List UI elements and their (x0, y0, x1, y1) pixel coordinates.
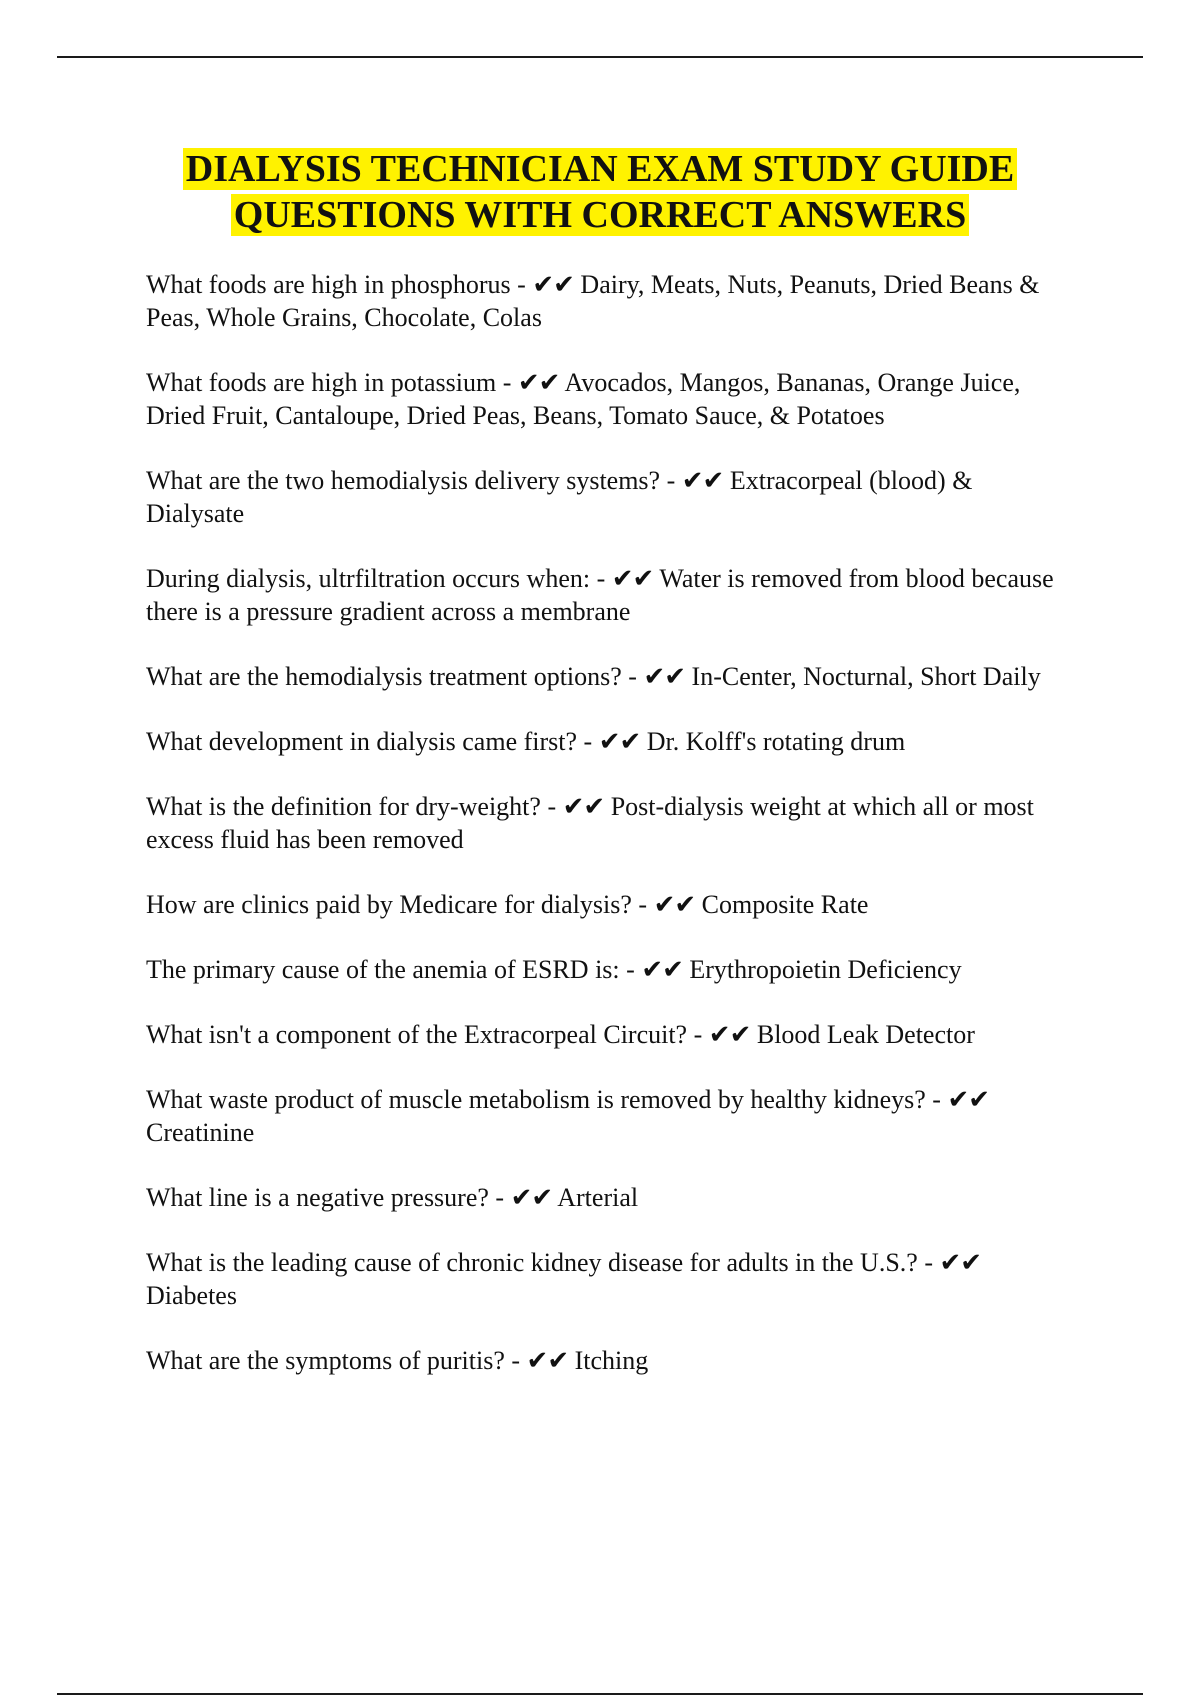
qa-item: The primary cause of the anemia of ESRD is: - ✔✔ Erythropoietin Deficiency (146, 955, 962, 984)
check-mark-icon: ✔✔ (526, 1346, 569, 1375)
check-mark-icon: ✔✔ (643, 662, 686, 691)
qa-item: What are the two hemodialysis delivery systems? - ✔✔ Extracorpeal (blood) & Dialysate (146, 466, 973, 528)
qa-item: During dialysis, ultrfiltration occurs when: - ✔✔ Water is removed from blood because there is a pressure gradient across a membrane (146, 564, 1054, 626)
check-mark-icon: ✔✔ (708, 1020, 751, 1049)
answer-text: Water is removed from blood because there is a pressure gradient across a membrane (146, 564, 1054, 626)
check-mark-icon: ✔✔ (510, 1183, 553, 1212)
qa-item: How are clinics paid by Medicare for dialysis? - ✔✔ Composite Rate (146, 890, 869, 919)
answer-text: Arterial (557, 1183, 639, 1212)
qa-item: What line is a negative pressure? - ✔✔ Arterial (146, 1183, 639, 1212)
check-mark-icon: ✔✔ (517, 368, 560, 397)
question-text: What are the symptoms of puritis? (146, 1346, 505, 1375)
question-text: What line is a negative pressure? (146, 1183, 489, 1212)
question-text: What waste product of muscle metabolism is removed by healthy kidneys? (146, 1085, 926, 1114)
answer-text: Diabetes (146, 1281, 237, 1310)
question-text: The primary cause of the anemia of ESRD is: (146, 955, 620, 984)
qa-list (146, 268, 1066, 1409)
check-mark-icon: ✔✔ (947, 1085, 990, 1114)
question-text: What foods are high in phosphorus (146, 270, 511, 299)
answer-text: Itching (574, 1346, 649, 1375)
question-text: How are clinics paid by Medicare for dialysis? (146, 890, 632, 919)
qa-item: What waste product of muscle metabolism is removed by healthy kidneys? - ✔✔ Creatinine (146, 1085, 990, 1147)
answer-text: Creatinine (146, 1118, 255, 1147)
check-mark-icon: ✔✔ (641, 955, 683, 984)
qa-item: What foods are high in potassium - ✔✔ Avocados, Mangos, Bananas, Orange Juice, Dried Fruit, Cantaloupe, Dried Peas, Beans, Tomato Sauce, & Potatoes (146, 368, 1021, 430)
bottom-rule (57, 1693, 1143, 1695)
answer-text: In-Center, Nocturnal, Short Daily (691, 662, 1041, 691)
top-rule (57, 56, 1143, 58)
title-line-1: DIALYSIS TECHNICIAN EXAM STUDY GUIDE (183, 148, 1017, 190)
answer-text: Post-dialysis weight at which all or most excess fluid has been removed (146, 792, 1034, 854)
page-title (0, 146, 1200, 238)
question-text: What is the leading cause of chronic kidney disease for adults in the U.S.? (146, 1248, 918, 1277)
qa-item: What is the definition for dry-weight? - ✔✔ Post-dialysis weight at which all or most excess fluid has been removed (146, 792, 1034, 854)
question-text: What isn't a component of the Extracorpeal Circuit? (146, 1020, 688, 1049)
question-text: During dialysis, ultrfiltration occurs when: (146, 564, 591, 593)
qa-item: What foods are high in phosphorus - ✔✔ Dairy, Meats, Nuts, Peanuts, Dried Beans & Peas, Whole Grains, Chocolate, Colas (146, 270, 1040, 332)
check-mark-icon: ✔✔ (598, 727, 641, 756)
title-line-2: QUESTIONS WITH CORRECT ANSWERS (231, 194, 969, 236)
answer-text: Dairy, Meats, Nuts, Peanuts, Dried Beans & Peas, Whole Grains, Chocolate, Colas (146, 270, 1040, 332)
answer-text: Erythropoietin Deficiency (689, 955, 962, 984)
check-mark-icon: ✔✔ (939, 1248, 982, 1277)
question-text: What are the two hemodialysis delivery systems? (146, 466, 661, 495)
question-text: What is the definition for dry-weight? (146, 792, 541, 821)
qa-item: What is the leading cause of chronic kidney disease for adults in the U.S.? - ✔✔ Diabetes (146, 1248, 982, 1310)
question-text: What development in dialysis came first? (146, 727, 578, 756)
answer-text: Blood Leak Detector (756, 1020, 975, 1049)
question-text: What are the hemodialysis treatment options? (146, 662, 622, 691)
qa-item: What isn't a component of the Extracorpeal Circuit? - ✔✔ Blood Leak Detector (146, 1020, 975, 1049)
check-mark-icon: ✔✔ (653, 890, 696, 919)
check-mark-icon: ✔✔ (681, 466, 724, 495)
check-mark-icon: ✔✔ (562, 792, 605, 821)
answer-text: Composite Rate (701, 890, 869, 919)
answer-text: Dr. Kolff's rotating drum (646, 727, 906, 756)
answer-text: Extracorpeal (blood) & Dialysate (146, 466, 973, 528)
check-mark-icon: ✔✔ (611, 564, 654, 593)
answer-text: Avocados, Mangos, Bananas, Orange Juice, Dried Fruit, Cantaloupe, Dried Peas, Beans, Tomato Sauce, & Potatoes (146, 368, 1021, 430)
qa-item: What are the symptoms of puritis? - ✔✔ Itching (146, 1346, 649, 1375)
qa-item: What development in dialysis came first? - ✔✔ Dr. Kolff's rotating drum (146, 727, 906, 756)
qa-item: What are the hemodialysis treatment options? - ✔✔ In-Center, Nocturnal, Short Daily (146, 662, 1041, 691)
check-mark-icon: ✔✔ (532, 270, 574, 299)
question-text: What foods are high in potassium (146, 368, 497, 397)
